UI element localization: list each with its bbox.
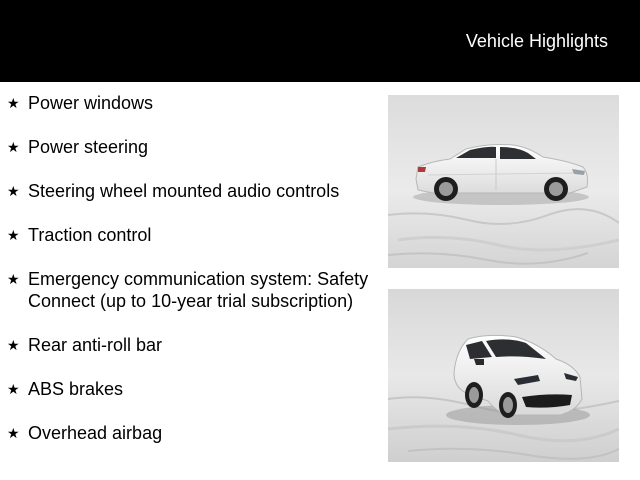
star-icon: ★ (7, 95, 20, 111)
star-icon: ★ (7, 139, 20, 155)
car-side-image (388, 95, 619, 268)
feature-label: Emergency communication system: Safety Connect (up to 10-year trial subscription) (28, 269, 369, 311)
star-icon: ★ (7, 227, 20, 243)
feature-label: Power windows (28, 93, 154, 113)
feature-item (7, 422, 377, 444)
star-icon: ★ (7, 425, 20, 441)
page-title: Vehicle Highlights (465, 31, 608, 51)
feature-item (7, 334, 377, 356)
feature-label: Traction control (28, 225, 152, 245)
feature-item (7, 378, 377, 400)
star-icon: ★ (7, 337, 20, 353)
star-icon: ★ (7, 271, 20, 287)
vehicle-photo-side (388, 95, 619, 268)
feature-item (7, 180, 377, 202)
feature-item (7, 136, 377, 158)
feature-item (7, 92, 377, 114)
features-list (7, 92, 377, 466)
feature-label: Power steering (28, 137, 149, 157)
feature-label: Rear anti-roll bar (28, 335, 163, 355)
feature-item (7, 224, 377, 246)
feature-label: Steering wheel mounted audio controls (28, 181, 340, 201)
header-bar (0, 0, 640, 82)
vehicle-photo-front (388, 289, 619, 462)
star-icon: ★ (7, 381, 20, 397)
car-front-image (388, 289, 619, 462)
feature-label: ABS brakes (28, 379, 124, 399)
feature-item (7, 268, 377, 312)
star-icon: ★ (7, 183, 20, 199)
feature-label: Overhead airbag (28, 423, 163, 443)
